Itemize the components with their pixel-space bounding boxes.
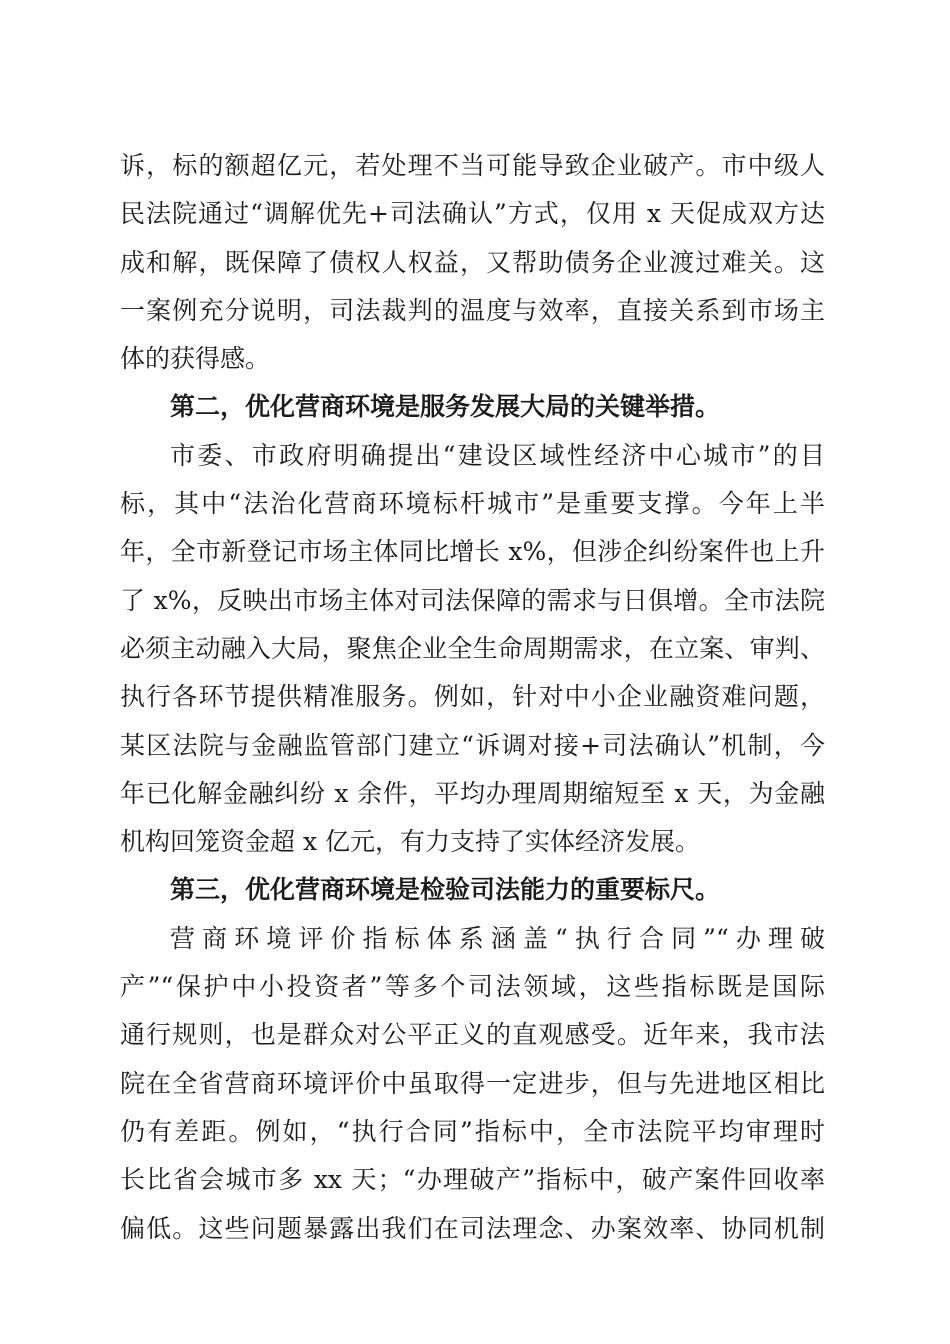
body-line: 长比省会城市多 xx 天；“办理破产”指标中，破产案件回收率: [120, 1165, 825, 1195]
body-line: 某区法院与金融监管部门建立“诉调对接+司法确认”机制，今: [120, 730, 825, 760]
body-line: 院在全省营商环境评价中虽取得一定进步，但与先进地区相比: [120, 1068, 825, 1098]
body-line: 体的获得感。: [120, 344, 271, 374]
document-body: [120, 142, 825, 1253]
body-line: 年已化解金融纠纷 x 余件，平均办理周期缩短至 x 天，为金融: [120, 778, 825, 808]
body-line: 诉，标的额超亿元，若处理不当可能导致企业破产。市中级人: [120, 151, 825, 180]
body-line: 民法院通过“调解优先+司法确认”方式，仅用 x 天促成双方达: [120, 199, 825, 229]
section-heading: 第三，优化营商环境是检验司法能力的重要标尺。: [170, 875, 721, 905]
paragraph-first-line: 市委、市政府明确提出“建设区域性经济中心城市”的目: [170, 440, 825, 470]
body-line: 成和解，既保障了债权人权益，又帮助债务企业渡过难关。这: [120, 247, 825, 277]
body-line: 必须主动融入大局，聚焦企业全生命周期需求，在立案、审判、: [120, 633, 825, 663]
body-line: 通行规则，也是群众对公平正义的直观感受。近年来，我市法: [120, 1020, 825, 1050]
body-line: 仍有差距。例如，“执行合同”指标中，全市法院平均审理时: [120, 1116, 825, 1146]
body-line: 机构回笼资金超 x 亿元，有力支持了实体经济发展。: [120, 827, 700, 857]
body-line: 执行各环节提供精准服务。例如，针对中小企业融资难问题，: [120, 682, 825, 712]
body-line: 一案例充分说明，司法裁判的温度与效率，直接关系到市场主: [120, 295, 825, 325]
body-line: 产”“保护中小投资者”等多个司法领域，这些指标既是国际: [120, 972, 825, 1002]
body-line: 年，全市新登记市场主体同比增长 x%，但涉企纠纷案件也上升: [120, 537, 825, 567]
body-line: 了 x%，反映出市场主体对司法保障的需求与日俱增。全市法院: [120, 585, 825, 615]
section-heading: 第二，优化营商环境是服务发展大局的关键举措。: [170, 392, 721, 422]
paragraph-first-line: 营商环境评价指标体系涵盖“执行合同”“办理破: [170, 923, 825, 953]
body-line: 偏低。这些问题暴露出我们在司法理念、办案效率、协同机制: [120, 1213, 825, 1243]
body-line: 标，其中“法治化营商环境标杆城市”是重要支撑。今年上半: [120, 489, 825, 519]
